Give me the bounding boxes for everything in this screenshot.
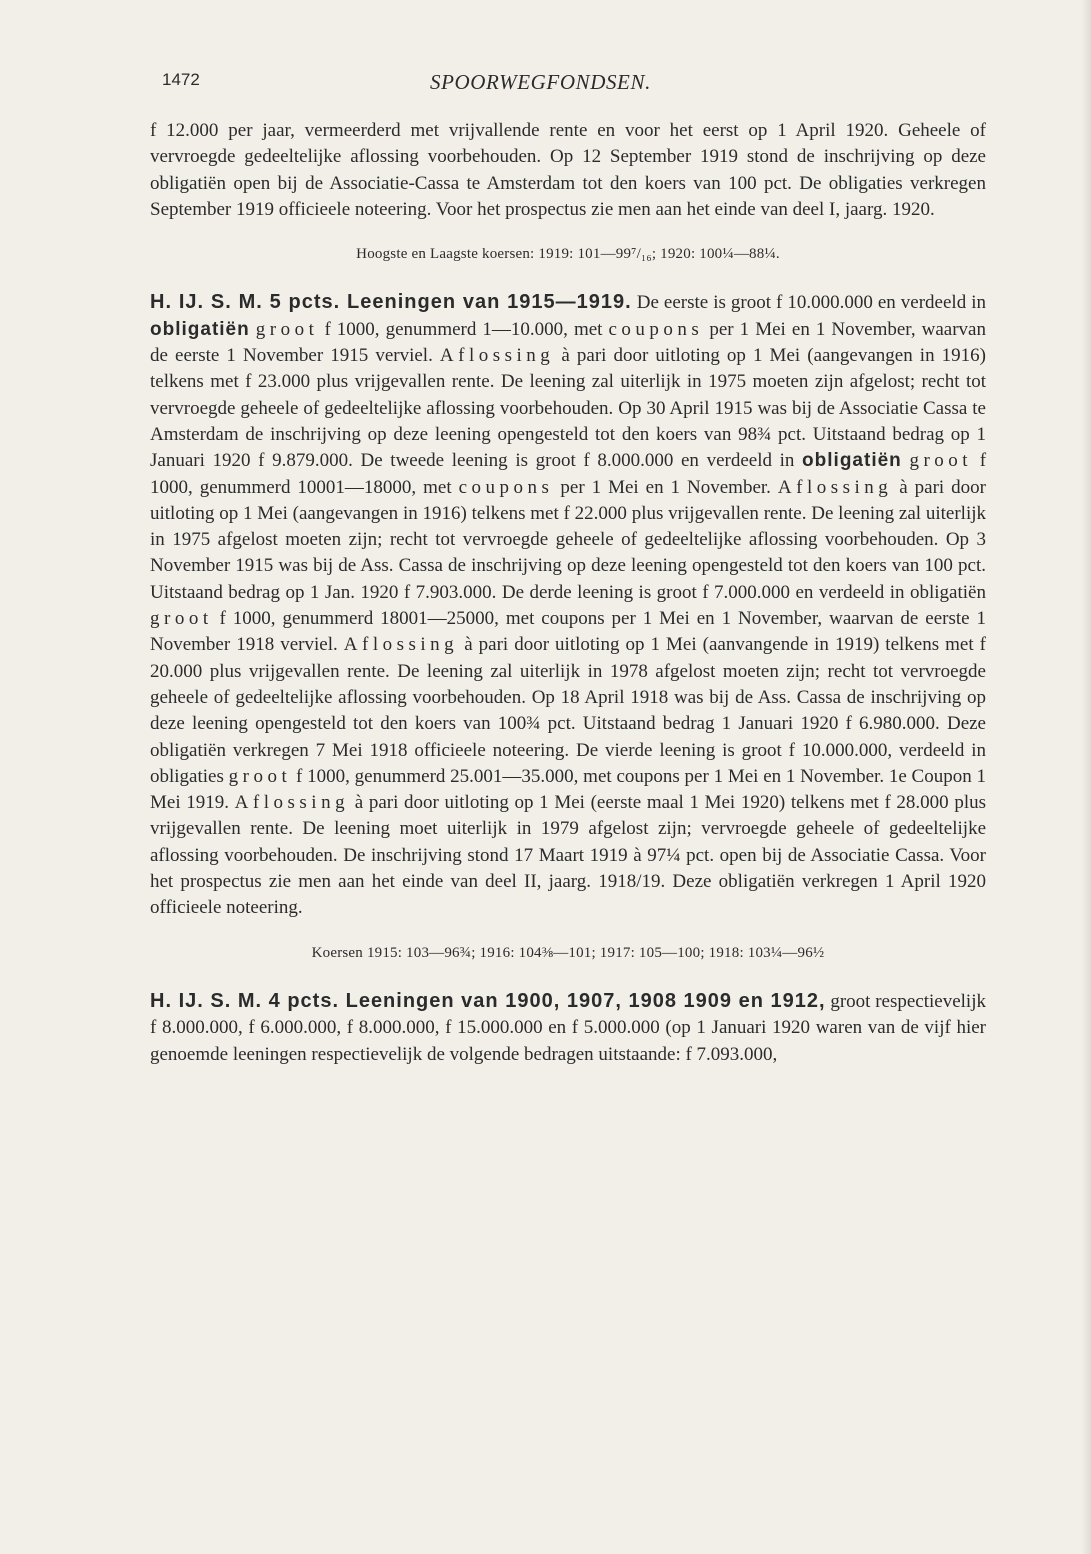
paragraph-continuation: f 12.000 per jaar, vermeerderd met vrijvallende rente en voor het eerst op 1 April 1920. Geheele of vervroegde gedeeltelijke aflossing voorbehouden. Op 12 September 1919 stond de inschrijving op deze obligatiën open bij de Associatie-Cassa te Amsterdam tot den koers van 100 pct. De obligaties verkregen September 1919 officieele noteering. Voor het prospectus zie men aan het einde van deel I, jaarg. 1920. xyxy=(150,120,986,220)
spaced-term: Aflossing xyxy=(343,634,459,656)
spaced-term: groot xyxy=(228,765,292,787)
bold-term: obligatiën xyxy=(802,450,902,472)
body-text xyxy=(150,118,986,1068)
section-heading: H. IJ. S. M. 5 pcts. Leeningen van 1915—1919. xyxy=(150,291,632,314)
spaced-term: Aflossing xyxy=(439,345,555,367)
section-heading: H. IJ. S. M. 4 pcts. Leeningen van 1900, 1907, 1908 1909 en 1912, xyxy=(150,989,826,1012)
spaced-term: groot xyxy=(255,318,319,340)
running-title: SPOORWEGFONDSEN. xyxy=(430,70,651,94)
text-run: De eerste is groot f 10.000.000 en verdeeld in xyxy=(631,292,986,314)
spaced-term: groot xyxy=(150,608,213,630)
text-run: à pari door uitloting op 1 Mei (aanvangende in 1919) telkens met f 20.000 plus vrijgevallen rente. De leening zal uiterlijk in 1978 afgelost moeten zijn; recht tot vervroegde geheele of gedeeltelijke aflossing voorbehouden. Op 18 April 1918 was bij de Ass. Cassa de inschrijving op deze leening opengesteld tot den koers van 100¾ pct. Uitstaand bedrag 1 Januari 1920 f 6.980.000. Deze obligatiën verkregen 7 Mei 1918 officieele noteering. De vierde leening is groot f 10.000.000, verdeeld in obligaties xyxy=(150,634,986,787)
text-run: f 1000, genummerd 10001—18000, met xyxy=(150,450,987,498)
text-run: per 1 Mei en 1 November, waarvan de eerste 1 November 1915 verviel. xyxy=(150,318,986,367)
spaced-term: Aflossing xyxy=(777,476,893,498)
page-number: 1472 xyxy=(162,70,200,89)
text-run: à pari door uitloting op 1 Mei (aangevangen in 1916) telkens met f 22.000 plus vrijgevallen rente. De leening zal uiterlijk in 1975 afgelost moeten zijn; recht tot vervroegde geheele of gedeeltelijke aflossing voorbehouden. Op 3 November 1915 was bij de Ass. Cassa de inschrijving op deze leening opengesteld tot den koers van 100 pct. Uitstaand bedrag op 1 Jan. 1920 f 7.903.000. De derde leening is groot f 7.000.000 en verdeeld in obligatiën xyxy=(150,476,986,603)
page-header xyxy=(162,70,982,100)
text-run: f 1000, genummerd 18001—25000, met coupons per 1 Mei en 1 November, waarvan de eerste 1 November 1918 verviel. xyxy=(150,608,986,656)
spaced-term: coupons xyxy=(608,318,704,340)
text-run: à pari door uitloting op 1 Mei (eerste maal 1 Mei 1920) telkens met f 28.000 plus vrijgevallen rente. De leening moet uiterlijk in 1979 afgelost zijn; vervroegde geheele of gedeeltelijke aflossing voorbehouden. De inschrijving stond 17 Maart 1919 à 97¼ pct. open bij de Associatie Cassa. Voor het prospectus zie men aan het einde van deel II, jaarg. 1918/19. Deze obligatiën verkregen 1 April 1920 officieele noteering. xyxy=(150,792,987,919)
price-history-note: Koersen 1915: 103—96¾; 1916: 104⅜—101; 1917: 105—100; 1918: 103¼—96½ xyxy=(311,944,825,961)
spaced-term: groot xyxy=(909,450,973,472)
bold-term: obligatiën xyxy=(150,318,250,340)
spaced-term: coupons xyxy=(458,476,554,498)
text-run: à pari door uitloting op 1 Mei (aangevangen in 1916) telkens met f 23.000 plus vrijgevallen rente. De leening zal uiterlijk in 1975 moeten zijn afgelost; recht tot vervroegde geheele of gedeeltelijke aflossing voorbehouden. Op 30 April 1915 was bij de Associatie Cassa te Amsterdam de inschrijving op deze leening opengesteld tot den koers van 98¾ pct. Uitstaand bedrag op 1 Januari 1920 f 9.879.000. De tweede leening is groot f 8.000.000 en verdeeld in xyxy=(150,345,986,472)
spaced-term: Aflossing xyxy=(234,792,350,814)
loan-section-1915-1919 xyxy=(150,289,986,921)
text-run: f 1000, genummerd 25.001—35.000, met coupons per 1 Mei en 1 November. 1e Coupon 1 Mei 1919. xyxy=(150,765,986,814)
loan-section-1900-1912 xyxy=(150,988,986,1068)
text-run: groot respectievelijk f 8.000.000, f 6.000.000, f 8.000.000, f 15.000.000 en f 5.000.000 (op 1 Januari 1920 waren van de vijf hier genoemde leeningen respectievelijk de volgende bedragen uitstaande: f 7.093.000, xyxy=(150,990,986,1065)
page-edge-shadow xyxy=(1081,0,1091,1554)
text-run: f 1000, genummerd 1—10.000, met xyxy=(318,318,609,340)
text-run: per 1 Mei en 1 November. xyxy=(553,476,778,498)
price-range-note: Hoogste en Laagste koersen: 1919: 101—99⁷/₁₆; 1920: 100¼—88¼. xyxy=(356,246,780,263)
